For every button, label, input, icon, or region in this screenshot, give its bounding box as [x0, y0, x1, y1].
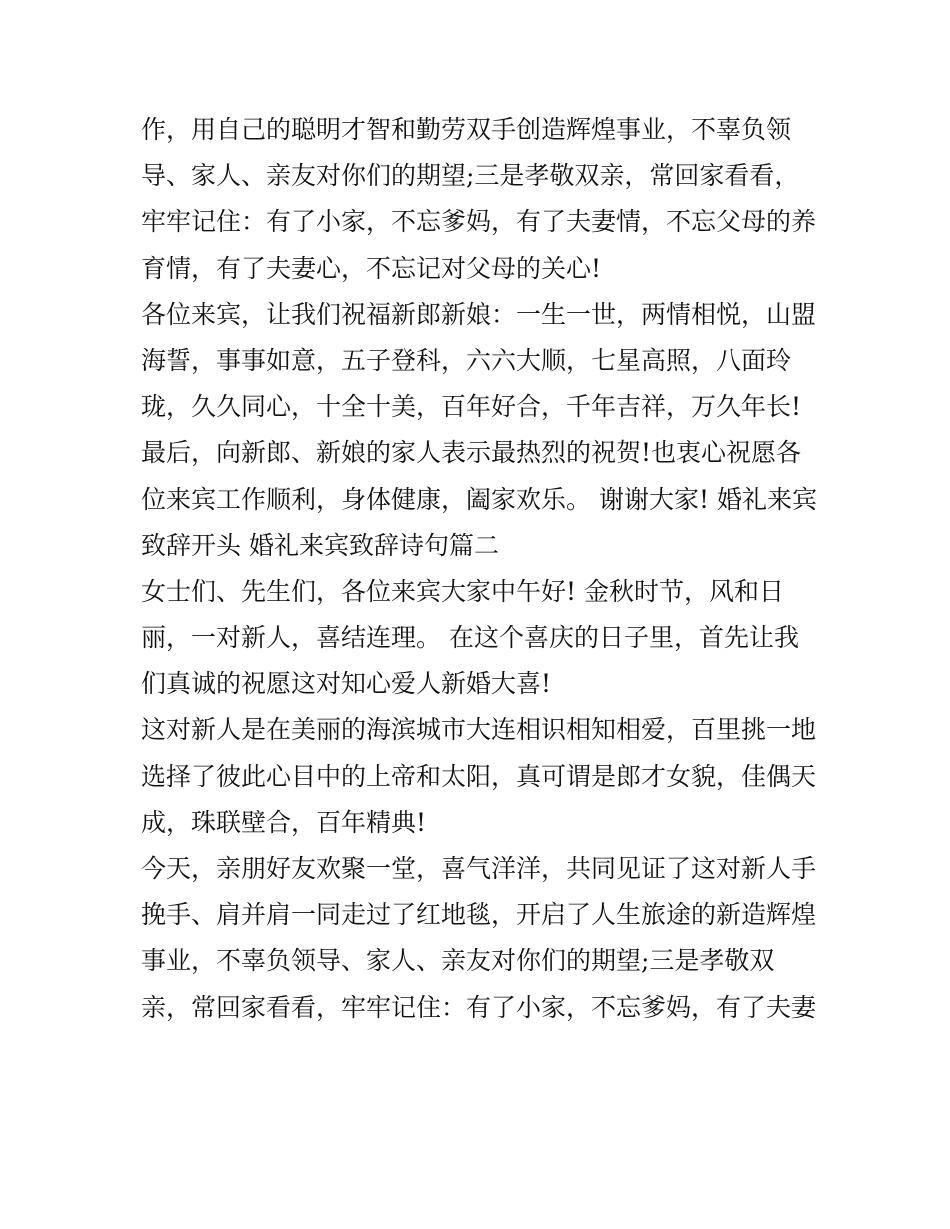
text-line: 珑，久久同心，十全十美，百年好合，千年吉祥，万久年长!: [141, 392, 802, 422]
text-line: 各位来宾，让我们祝福新郎新娘：一生一世，两情相悦，山盟: [141, 299, 817, 329]
text-line: 最后，向新郎、新娘的家人表示最热烈的祝贺!也衷心祝愿各: [141, 438, 802, 468]
text-line: 导、家人、亲友对你们的期望;三是孝敬双亲，常回家看看，: [141, 161, 800, 191]
text-line: 育情，有了夫妻心，不忘记对父母的关心!: [141, 253, 602, 283]
text-line: 们真诚的祝愿这对知心爱人新婚大喜!: [141, 669, 552, 699]
text-line: 成，珠联壁合，百年精典!: [141, 807, 427, 837]
text-line: 亲，常回家看看，牢牢记住：有了小家，不忘爹妈，有了夫妻: [141, 992, 817, 1022]
text-line: 选择了彼此心目中的上帝和太阳，真可谓是郎才女貌，佳偶天: [141, 761, 817, 791]
section-heading-line: 致辞开头 婚礼来宾致辞诗句篇二: [141, 530, 499, 560]
text-line: 海誓，事事如意，五子登科，六六大顺，七星高照，八面玲: [141, 345, 792, 375]
text-line: 牢牢记住：有了小家，不忘爹妈，有了夫妻情，不忘父母的养: [141, 207, 817, 237]
text-line: 位来宾工作顺利，身体健康，阖家欢乐。 谢谢大家! 婚礼来宾: [141, 484, 817, 514]
text-line: 事业，不辜负领导、家人、亲友对你们的期望;三是孝敬双: [141, 946, 775, 976]
document-body: [141, 107, 831, 1031]
text-line: 挽手、肩并肩一同走过了红地毯，开启了人生旅途的新造辉煌: [141, 900, 817, 930]
text-line: 这对新人是在美丽的海滨城市大连相识相知相爱，百里挑一地: [141, 715, 817, 745]
text-line: 女士们、先生们，各位来宾大家中午好! 金秋时节，风和日: [141, 576, 784, 606]
text-line: 作，用自己的聪明才智和勤劳双手创造辉煌事业，不辜负领: [141, 115, 792, 144]
text-line: 丽，一对新人，喜结连理。 在这个喜庆的日子里，首先让我: [141, 623, 799, 653]
text-line: 今天，亲朋好友欢聚一堂，喜气洋洋，共同见证了这对新人手: [141, 854, 817, 883]
